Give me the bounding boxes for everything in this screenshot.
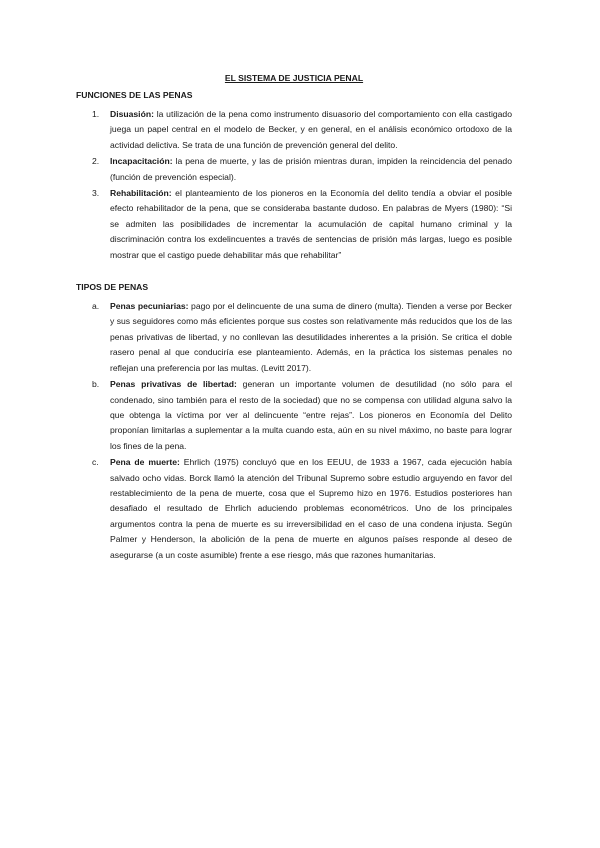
list-marker: 3. [92,188,100,199]
item-term: Disuasión: [110,109,154,119]
section-heading-funciones: FUNCIONES DE LAS PENAS [76,90,193,100]
list-marker: c. [92,457,99,468]
list-item [76,186,512,263]
list-item [76,154,512,185]
item-text: el planteamiento de los pioneros en la Economía del delito tendía a obviar el posible efecto rehabilitador de la pena, que se consideraba bastante dudoso. En palabras de Myers (1980): “Si se admiten las posibilidades de incrementar la acumulación de capital humano criminal y la discriminación contra los exdelincuentes a través de sentencias de prisión más largas, luego es posible mostrar que el castigo puede dehabilitar más que rehabilitar” [110,188,512,260]
section-heading-tipos: TIPOS DE PENAS [76,282,149,293]
document-title: EL SISTEMA DE JUSTICIA PENAL [224,73,364,83]
item-term: Pena de muerte: [110,457,180,468]
list-marker: 1. [92,109,100,119]
list-item [76,107,512,153]
item-term: Incapacitación: [110,156,173,167]
item-text: generan un importante volumen de desutilidad (no sólo para el condenado, sino también para el resto de la sociedad) que no se compensa con utilidad alguna salvo la que obtenga la víctima por ver al delincuente “entre rejas”. Los pioneros en Economía del Delito proponían limitarlas a suplementar a la multa cuando esta, aún en su nivel máximo, no baste para lograr los fines de la pena. [110,379,513,451]
list-marker: 2. [92,156,100,167]
item-term: Penas privativas de libertad: [110,379,237,390]
list-item [76,377,512,454]
item-text: pago por el delincuente de una suma de dinero (multa). Tienden a verse por Becker y sus seguidores como más eficientes porque sus costes son relativamente más reducidos que los de las penas privativas de libertad, y no conllevan las desutilidades inherentes a la prisión. Se critica el doble rasero penal al que conduciría ese planteamiento. Además, en la práctica los sistemas penales no reflejan una preferencia por las multas. (Levitt 2017). [110,301,512,373]
list-marker: b. [92,379,100,390]
list-item [76,299,512,376]
item-text: la utilización de la pena como instrumento disuasorio del comportamiento con ella castigado juega un papel central en el modelo de Becker, y en general, en el análisis económico ortodoxo de la actividad delictiva. Se trata de una función de prevención general del delito. [110,109,512,150]
funciones-list [76,107,512,263]
item-term: Penas pecuniarias: [110,301,189,312]
item-text: la pena de muerte, y las de prisión mientras duran, impiden la reincidencia del penado (función de prevención especial). [110,156,512,182]
tipos-list [76,299,512,563]
list-marker: a. [92,301,100,312]
item-text: Ehrlich (1975) concluyó que en los EEUU, de 1933 a 1967, cada ejecución había salvado ocho vidas. Borck llamó la atención del Tribunal Supremo sobre estudio arguyendo en favor del restablecimiento de la pena de muerte, cosa que el Supremo hizo en 1976. Estudios posteriores han desafiado el resultado de Ehrlich aduciendo problemas econométricos. Uno de los principales argumentos contra la pena de muerte es su irreversibilidad en el caso de una condena injusta. Según Palmer y Henderson, la abolición de la pena de muerte en algunos países responde al deseo de asegurarse (a un coste asumible) frente a ese riesgo, más que razones humanitarias. [110,457,512,560]
list-item [76,455,512,563]
item-term: Rehabilitación: [110,188,172,199]
